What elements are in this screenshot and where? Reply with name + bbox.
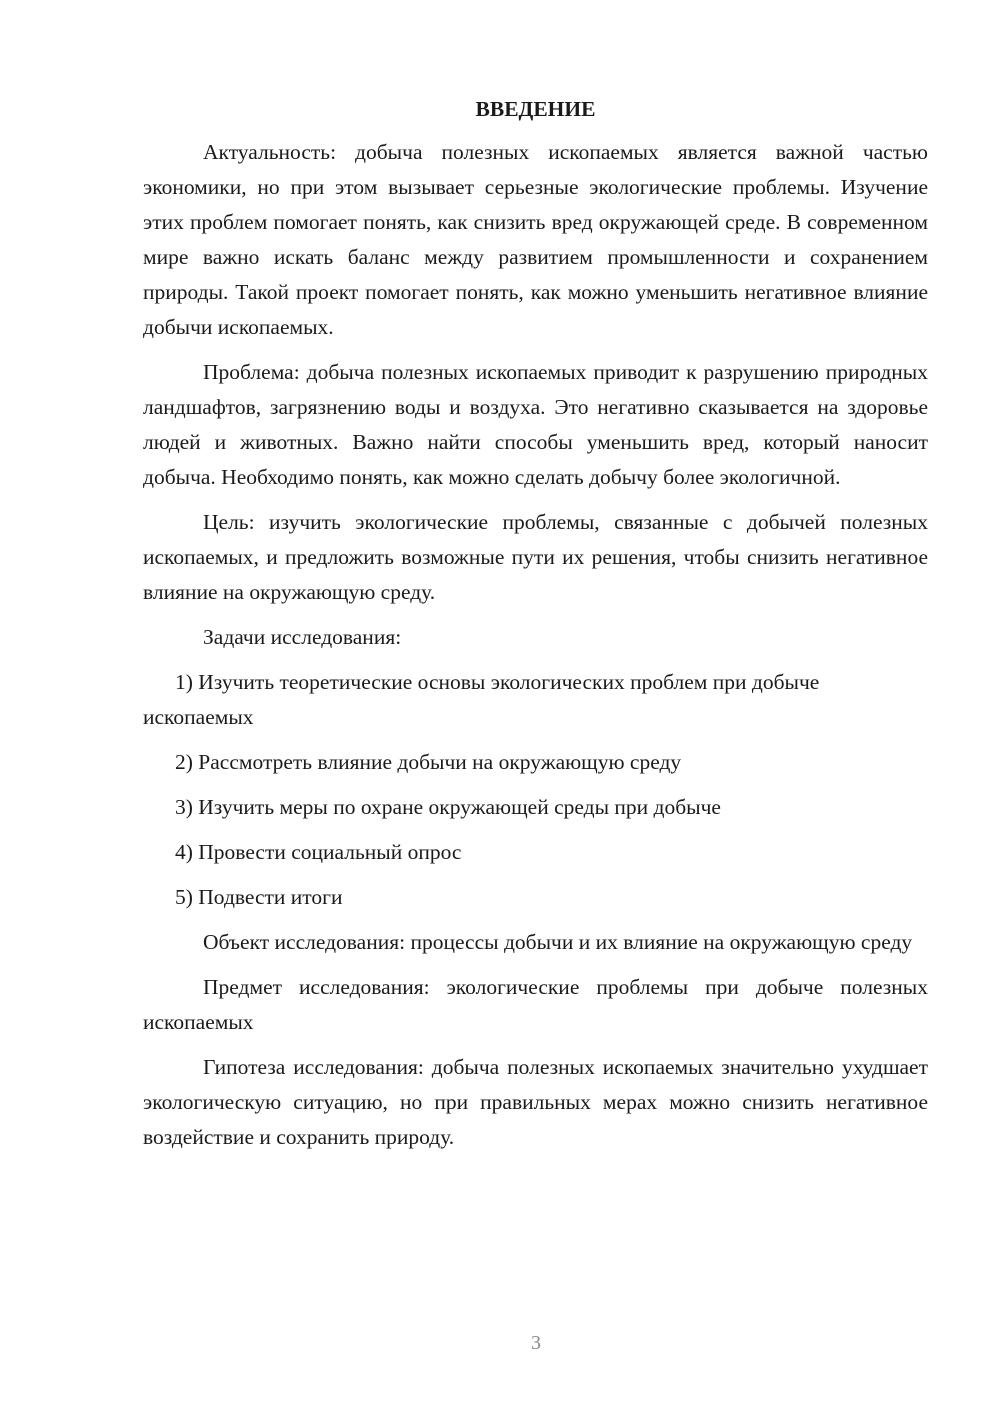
- list-item: 3) Изучить меры по охране окружающей среды при добыче: [175, 795, 721, 819]
- tasks-list: [143, 665, 928, 915]
- paragraph-relevance: Актуальность: добыча полезных ископаемых является важной частью экономики, но при этом вызывает серьезные экологические проблемы. Изучение этих проблем помогает понять, как снизить вред окружающей среде. В современном мире важно искать баланс между развитием промышленности и сохранением природы. Такой проект помогает понять, как можно уменьшить негативное влияние добычи ископаемых.: [143, 140, 928, 339]
- page-number: 3: [531, 1332, 541, 1354]
- list-item: 2) Рассмотреть влияние добычи на окружающую среду: [175, 750, 682, 774]
- paragraph-problem: Проблема: добыча полезных ископаемых приводит к разрушению природных ландшафтов, загрязнению воды и воздуха. Это негативно сказывается на здоровье людей и животных. Важно найти способы уменьшить вред, который наносит добыча. Необходимо понять, как можно сделать добычу более экологичной.: [143, 360, 928, 489]
- paragraph-hypothesis: Гипотеза исследования: добыча полезных ископаемых значительно ухудшает экологическую ситуацию, но при правильных мерах можно снизить негативное воздействие и сохранить природу.: [143, 1055, 928, 1149]
- paragraph-goal: Цель: изучить экологические проблемы, связанные с добычей полезных ископаемых, и предложить возможные пути их решения, чтобы снизить негативное влияние на окружающую среду.: [143, 510, 928, 604]
- page-title: ВВЕДЕНИЕ: [475, 97, 596, 121]
- list-item: 4) Провести социальный опрос: [175, 840, 462, 864]
- list-item: 1) Изучить теоретические основы экологических проблем при добыче ископаемых: [143, 670, 820, 729]
- tasks-heading: Задачи исследования:: [203, 625, 402, 649]
- page-content: [143, 92, 928, 1165]
- paragraph-object: Объект исследования: процессы добычи и их влияние на окружающую среду: [203, 930, 913, 954]
- list-item: 5) Подвести итоги: [175, 885, 343, 909]
- paragraph-subject: Предмет исследования: экологические проблемы при добыче полезных ископаемых: [143, 975, 928, 1034]
